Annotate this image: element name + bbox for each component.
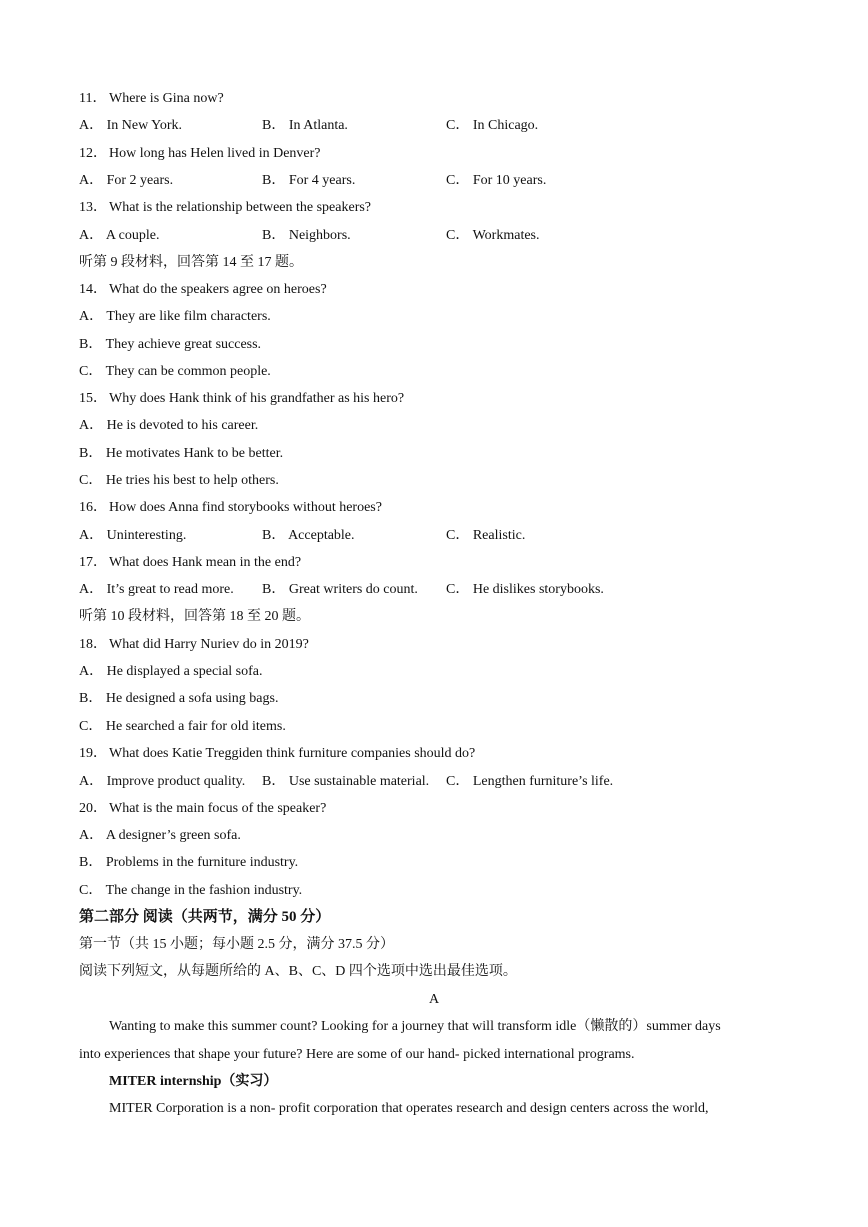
option-b: B． Problems in the furniture industry. xyxy=(79,855,299,870)
option-c: C． For 10 years. xyxy=(446,173,547,188)
option-a: A． It’s great to read more. xyxy=(79,582,234,597)
option-c: C． Lengthen furniture’s life. xyxy=(446,774,614,789)
option-b: B． Great writers do count. xyxy=(262,582,418,597)
question-number: 20． xyxy=(79,801,107,816)
question-number: 11． xyxy=(79,91,107,106)
reading-instructions: 阅读下列短文，从每题所给的 A、B、C、D 四个选项中选出最佳选项。 xyxy=(79,964,517,979)
option-c: C． He tries his best to help others. xyxy=(79,473,279,488)
option-a: A． He displayed a special sofa. xyxy=(79,664,263,679)
question-12 xyxy=(79,147,321,161)
option-b: B． Neighbors. xyxy=(262,228,351,243)
question-17 xyxy=(79,556,301,570)
option-b: B． Use sustainable material. xyxy=(262,774,430,789)
option-a: A． They are like film characters. xyxy=(79,309,271,324)
option-b: B． He designed a sofa using bags. xyxy=(79,691,279,706)
passage-paragraph-line: Wanting to make this summer count? Looking for a journey that will transform idle（懒散的）summer days xyxy=(109,1019,721,1034)
question-text: Where is Gina now? xyxy=(109,91,224,106)
question-13 xyxy=(79,201,371,215)
passage-letter: A xyxy=(428,992,440,1007)
question-15 xyxy=(79,392,404,406)
option-b: B． In Atlanta. xyxy=(262,118,348,133)
question-20 xyxy=(79,802,326,816)
question-number: 16． xyxy=(79,500,107,515)
question-14 xyxy=(79,283,327,297)
option-a: A． In New York. xyxy=(79,118,183,133)
question-text: How does Anna find storybooks without heroes? xyxy=(109,500,382,515)
section-10-instruction: 听第 10 段材料，回答第 18 至 20 题。 xyxy=(79,609,310,624)
option-b: B． They achieve great success. xyxy=(79,337,262,352)
question-text: What did Harry Nuriev do in 2019? xyxy=(109,637,309,652)
option-c: C． The change in the fashion industry. xyxy=(79,883,303,898)
question-number: 17． xyxy=(79,555,107,570)
question-number: 18． xyxy=(79,637,107,652)
question-text: What is the relationship between the speakers? xyxy=(109,200,372,215)
miter-internship-heading: MITER internship（实习） xyxy=(109,1074,278,1089)
option-c: C． He searched a fair for old items. xyxy=(79,719,286,734)
passage-paragraph-line: MITER Corporation is a non- profit corporation that operates research and design centers across the world, xyxy=(109,1101,709,1116)
question-number: 19． xyxy=(79,746,107,761)
question-number: 12． xyxy=(79,146,107,161)
passage-paragraph-line: into experiences that shape your future? Here are some of our hand- picked international programs. xyxy=(79,1047,635,1062)
option-c: C． In Chicago. xyxy=(446,118,539,133)
option-a: A． For 2 years. xyxy=(79,173,174,188)
option-b: B． He motivates Hank to be better. xyxy=(79,446,284,461)
section-9-instruction: 听第 9 段材料，回答第 14 至 17 题。 xyxy=(79,255,303,270)
question-text: What does Katie Treggiden think furniture companies should do? xyxy=(109,746,476,761)
option-c: C． Workmates. xyxy=(446,228,540,243)
option-a: A． Improve product quality. xyxy=(79,774,246,789)
question-16 xyxy=(79,501,382,515)
option-a: A． Uninteresting. xyxy=(79,528,187,543)
question-18 xyxy=(79,638,309,652)
section-1-title: 第一节（共 15 小题；每小题 2.5 分，满分 37.5 分） xyxy=(79,937,394,952)
option-c: C． Realistic. xyxy=(446,528,526,543)
question-text: Why does Hank think of his grandfather as his hero? xyxy=(109,391,405,406)
question-number: 13． xyxy=(79,200,107,215)
question-19 xyxy=(79,747,475,761)
option-b: B． Acceptable. xyxy=(262,528,355,543)
question-text: What do the speakers agree on heroes? xyxy=(109,282,327,297)
question-text: How long has Helen lived in Denver? xyxy=(109,146,321,161)
option-b: B． For 4 years. xyxy=(262,173,356,188)
option-a: A． A designer’s green sofa. xyxy=(79,828,241,843)
option-c: C． He dislikes storybooks. xyxy=(446,582,604,597)
option-a: A． He is devoted to his career. xyxy=(79,418,259,433)
question-number: 15． xyxy=(79,391,107,406)
option-a: A． A couple. xyxy=(79,228,160,243)
question-text: What does Hank mean in the end? xyxy=(109,555,302,570)
question-11 xyxy=(79,92,224,106)
part-2-title: 第二部分 阅读（共两节，满分 50 分） xyxy=(79,909,331,925)
option-c: C． They can be common people. xyxy=(79,364,271,379)
question-text: What is the main focus of the speaker? xyxy=(109,801,327,816)
question-number: 14． xyxy=(79,282,107,297)
